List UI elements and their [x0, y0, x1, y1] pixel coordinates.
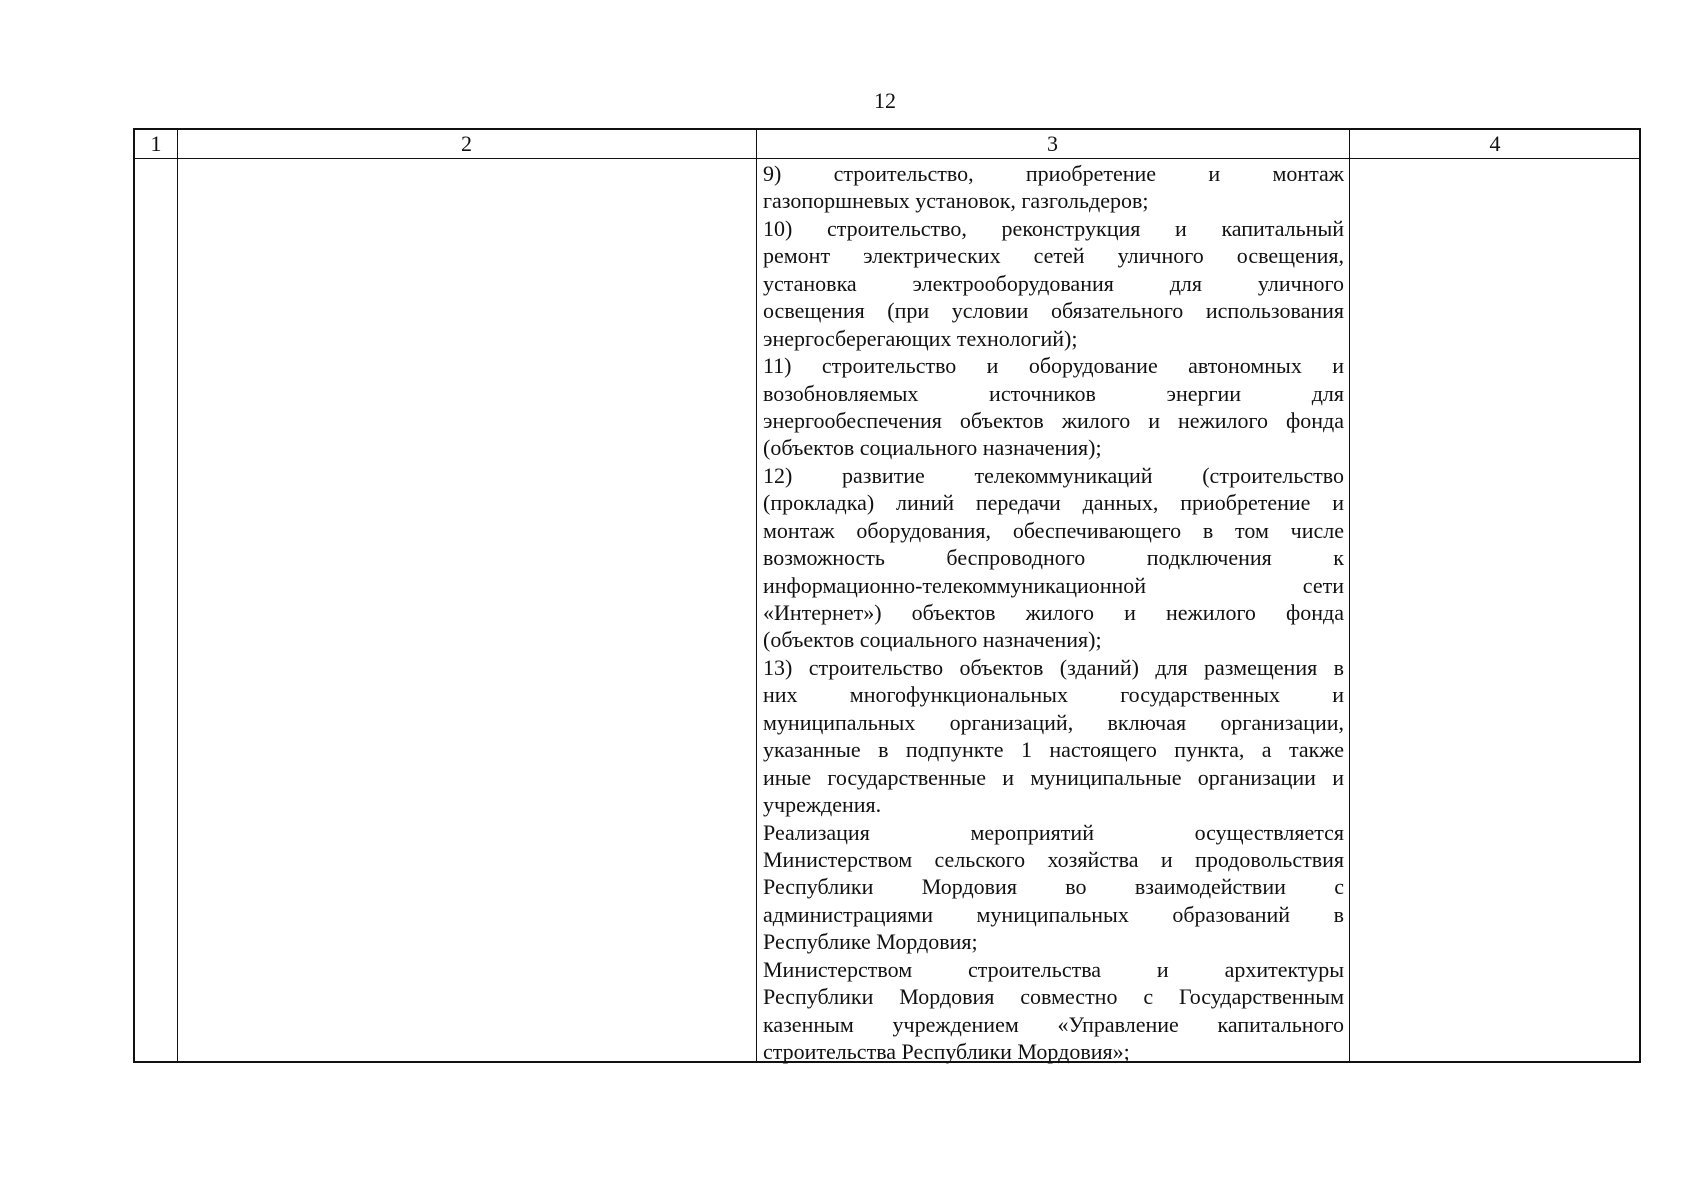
text-line: монтаж оборудования, обеспечивающего в том числе	[763, 517, 1344, 543]
text-line: Республики Мордовия совместно с Государственным	[763, 984, 1344, 1010]
text-line: 13) строительство объектов (зданий) для размещения в	[763, 654, 1344, 680]
header-cell-1: 1	[150, 131, 162, 156]
paragraph	[763, 819, 1344, 956]
column-3-text	[763, 160, 1344, 1065]
text-line: 10) строительство, реконструкция и капитальный	[763, 215, 1344, 241]
text-line: освещения (при условии обязательного использования	[763, 298, 1344, 324]
text-line: казенным учреждением «Управление капитального	[763, 1011, 1344, 1037]
text-line: 12) развитие телекоммуникаций (строительство	[763, 462, 1344, 488]
text-line: Министерством сельского хозяйства и продовольствия	[763, 846, 1344, 872]
text-line: энергосберегающих технологий);	[763, 325, 1078, 351]
text-line: 9) строительство, приобретение и монтаж	[763, 161, 1344, 186]
header-divider	[135, 158, 1639, 159]
page-number: 12	[874, 88, 896, 113]
text-line: Республике Мордовия;	[763, 929, 978, 955]
column-divider	[756, 130, 757, 1061]
text-line: (объектов социального назначения);	[763, 627, 1102, 653]
text-line: Реализация мероприятий осуществляется	[763, 819, 1344, 845]
header-cell-3: 3	[1047, 131, 1058, 156]
text-line: них многофункциональных государственных и	[763, 682, 1344, 708]
text-line: муниципальных организаций, включая организации,	[763, 709, 1344, 735]
text-line: (объектов социального назначения);	[763, 435, 1102, 461]
paragraph	[763, 654, 1344, 819]
text-line: «Интернет») объектов жилого и нежилого фонда	[763, 600, 1344, 625]
text-line: строительства Республики Мордовия»;	[763, 1039, 1130, 1064]
text-line: энергообеспечения объектов жилого и нежилого фонда	[763, 407, 1344, 433]
text-line: 11) строительство и оборудование автономных и	[763, 353, 1344, 379]
text-line: ремонт электрических сетей уличного освещения,	[763, 243, 1344, 269]
header-cell-2: 2	[461, 131, 472, 156]
column-divider	[177, 130, 178, 1061]
paragraph	[763, 956, 1344, 1066]
text-line: иные государственные и муниципальные организации и	[763, 764, 1344, 790]
paragraph	[763, 462, 1344, 654]
paragraph	[763, 160, 1344, 215]
text-line: Республики Мордовия во взаимодействии с	[763, 874, 1344, 900]
text-line: установка электрооборудования для уличного	[763, 270, 1344, 296]
paragraph	[763, 352, 1344, 462]
paragraph	[763, 215, 1344, 352]
text-line: информационно-телекоммуникационной сети	[763, 572, 1344, 598]
text-line: возможность беспроводного подключения к	[763, 545, 1344, 571]
document-table	[133, 128, 1641, 1063]
text-line: учреждения.	[763, 792, 882, 818]
text-line: газопоршневых установок, газгольдеров;	[763, 188, 1149, 214]
header-cell-4: 4	[1489, 131, 1501, 156]
text-line: администрациями муниципальных образований в	[763, 901, 1344, 927]
column-divider	[1349, 130, 1350, 1061]
text-line: (прокладка) линий передачи данных, приобретение и	[763, 490, 1344, 516]
text-line: Министерством строительства и архитектуры	[763, 956, 1344, 982]
text-line: возобновляемых источников энергии для	[763, 380, 1344, 406]
text-line: указанные в подпункте 1 настоящего пункта, а также	[763, 737, 1344, 763]
